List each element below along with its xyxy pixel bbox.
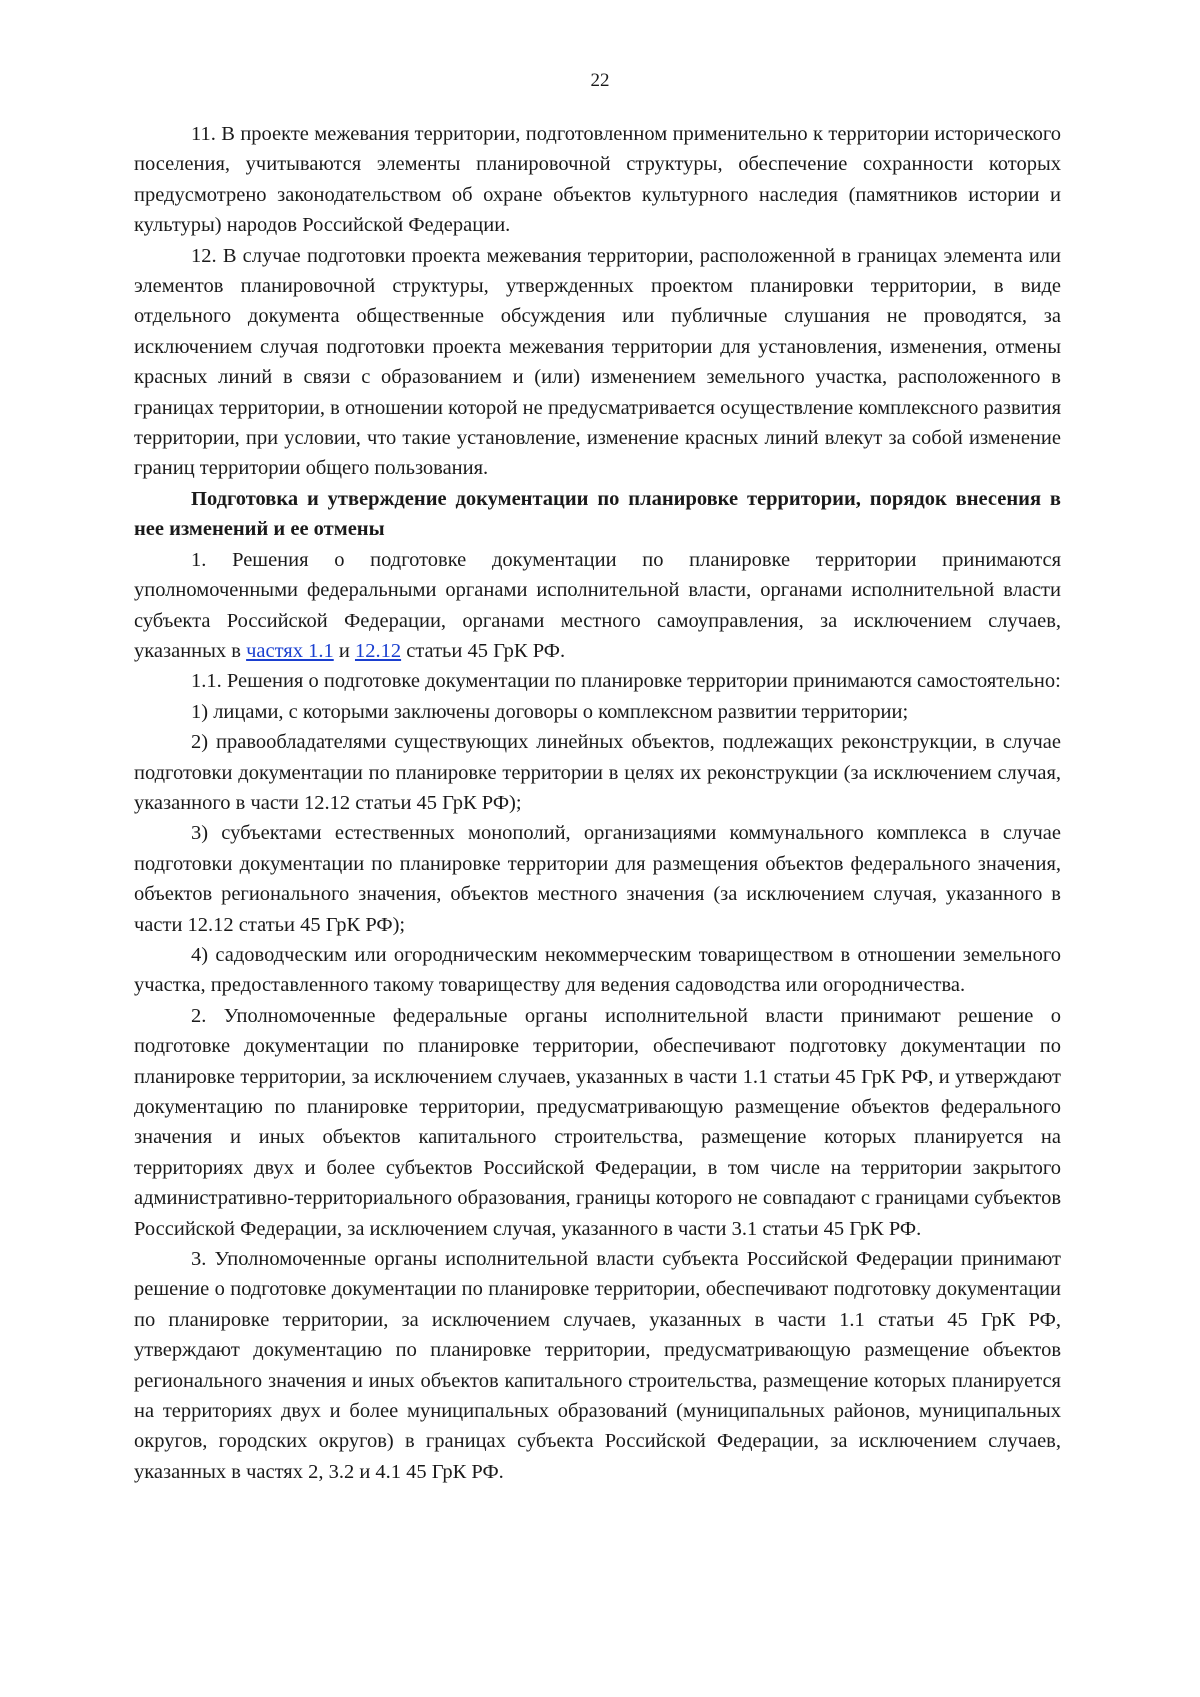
link-part-1-1[interactable]: частях 1.1 <box>246 639 334 662</box>
section-heading: Подготовка и утверждение документации по планировке территории, порядок внесения в нее изменений и ее отмены <box>134 487 1061 541</box>
list-item-3: 3) субъектами естественных монополий, организациями коммунального комплекса в случае подготовки документации по планировке территории для размещения объектов федерального значения, объектов регионального значения, объектов местного значения (за исключением случая, указанного в части 12.12 статьи 45 ГрК РФ); <box>134 822 1061 936</box>
paragraph-12: 12. В случае подготовки проекта межевания территории, расположенной в границах элемента или элементов планировочной структуры, утвержденных проектом планировки территории, в виде отдельного документа общественные обсуждения или публичные слушания не проводятся, за исключением случая подготовки проекта межевания территории для установления, изменения, отмены красных линий в связи с образованием и (или) изменением земельного участка, расположенного в границах территории, в отношении которой не предусматривается осуществление комплексного развития территории, при условии, что такие установление, изменение красных линий влекут за собой изменение границ территории общего пользования. <box>134 244 1061 480</box>
paragraph-1-1: 1.1. Решения о подготовке документации по планировке территории принимаются самостоятельно: <box>191 670 1061 693</box>
list-item-4: 4) садоводческим или огородническим некоммерческим товариществом в отношении земельного участка, предоставленного такому товариществу для ведения садоводства или огородничества. <box>134 943 1061 997</box>
paragraph-11: 11. В проекте межевания территории, подготовленном применительно к территории исторического поселения, учитываются элементы планировочной структуры, обеспечение сохранности которых предусмотрено законодательством об охране объектов культурного наследия (памятников истории и культуры) народов Российской Федерации. <box>134 123 1061 237</box>
paragraph-1-conjunction: и <box>333 639 355 662</box>
paragraph-1-text: 1. Решения о подготовке документации по планировке территории принимаются уполномоченными федеральными органами исполнительной власти, органами исполнительной власти субъекта Российской Федерации, органами местного самоуправления, за исключением случаев, указанных в <box>134 548 1061 662</box>
paragraph-1-ending: статьи 45 ГрК РФ. <box>401 639 566 662</box>
link-part-12-12[interactable]: 12.12 <box>354 639 402 662</box>
paragraph-2: 2. Уполномоченные федеральные органы исполнительной власти принимают решение о подготовке документации по планировке территории, обеспечивают подготовку документации по планировке территории, за исключением случаев, указанных в части 1.1 статьи 45 ГрК РФ, и утверждают документацию по планировке территории, предусматривающую размещение объектов федерального значения и иных объектов капитального строительства, размещение которых планируется на территориях двух и более субъектов Российской Федерации, в том числе на территории закрытого административно-территориального образования, границы которого не совпадают с границами субъектов Российской Федерации, за исключением случая, указанного в части 3.1 статьи 45 ГрК РФ. <box>134 1004 1061 1240</box>
paragraph-1 <box>134 545 1061 667</box>
page-number: 22 <box>590 70 610 91</box>
document-body <box>134 119 1061 1487</box>
list-item-2: 2) правообладателями существующих линейных объектов, подлежащих реконструкции, в случае подготовки документации по планировке территории в целях их реконструкции (за исключением случая, указанного в части 12.12 статьи 45 ГрК РФ); <box>134 731 1061 814</box>
paragraph-3: 3. Уполномоченные органы исполнительной власти субъекта Российской Федерации принимают решение о подготовке документации по планировке территории, обеспечивают подготовку документации по планировке территории, за исключением случаев, указанных в части 1.1 статьи 45 ГрК РФ, утверждают документацию по планировке территории, предусматривающую размещение объектов регионального значения и иных объектов капитального строительства, размещение которых планируется на территориях двух и более муниципальных образований (муниципальных районов, муниципальных округов, городских округов) в границах субъекта Российской Федерации, за исключением случаев, указанных в частях 2, 3.2 и 4.1 45 ГрК РФ. <box>134 1248 1061 1483</box>
list-item-1: 1) лицами, с которыми заключены договоры о комплексном развитии территории; <box>191 700 909 723</box>
